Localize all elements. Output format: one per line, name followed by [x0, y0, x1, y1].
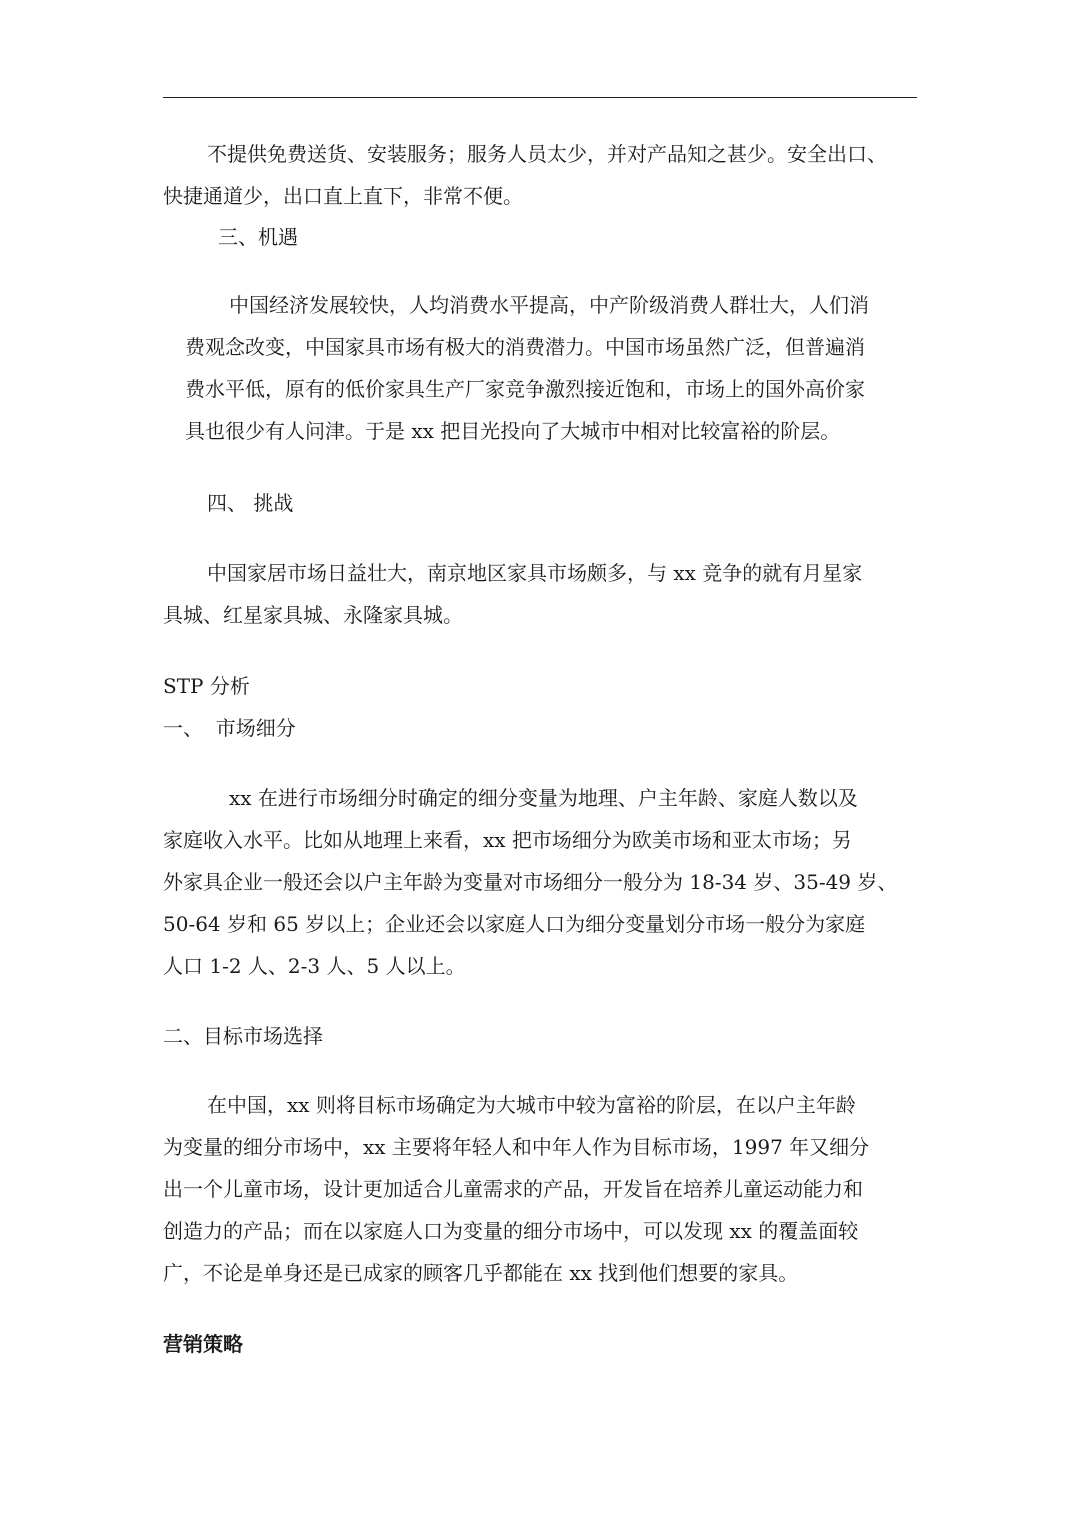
paragraph-target-market [163, 1084, 869, 1294]
paragraph-segmentation [163, 777, 897, 987]
paragraph-challenge [163, 552, 862, 636]
text-line: 中国经济发展较快，人均消费水平提高，中产阶级消费人群壮大，人们消 [229, 293, 869, 317]
header-rule [163, 97, 917, 98]
heading-opportunity: 三、机遇 [218, 225, 298, 249]
text-line: 在中国，xx 则将目标市场确定为大城市中较为富裕的阶层，在以户主年龄 [207, 1093, 856, 1117]
heading-challenge: 四、 挑战 [207, 491, 294, 515]
paragraph-service-weakness [163, 133, 887, 217]
text-line: 为变量的细分市场中，xx 主要将年轻人和中年人作为目标市场，1997 年又细分 [163, 1135, 870, 1159]
text-line: 人口 1-2 人、2-3 人、5 人以上。 [163, 954, 466, 978]
text-line: xx 在进行市场细分时确定的细分变量为地理、户主年龄、家庭人数以及 [229, 786, 858, 810]
text-line: 外家具企业一般还会以户主年龄为变量对市场细分一般分为 18-34 岁、35-49 岁、 [163, 870, 898, 894]
text-line: 50-64 岁和 65 岁以上；企业还会以家庭人口为细分变量划分市场一般分为家庭 [163, 912, 866, 936]
text-line: 快捷通道少，出口直上直下，非常不便。 [163, 184, 523, 208]
text-line: 具城、红星家具城、永隆家具城。 [163, 603, 463, 627]
text-line: 中国家居市场日益壮大，南京地区家具市场颇多，与 xx 竞争的就有月星家 [207, 561, 863, 585]
text-line: 创造力的产品；而在以家庭人口为变量的细分市场中，可以发现 xx 的覆盖面较 [163, 1219, 859, 1243]
heading-marketing-strategy: 营销策略 [163, 1332, 243, 1356]
text-line: 具也很少有人问津。于是 xx 把目光投向了大城市中相对比较富裕的阶层。 [185, 419, 841, 443]
paragraph-opportunity [185, 284, 869, 452]
heading-target-market: 二、目标市场选择 [163, 1024, 323, 1048]
text-line: 不提供免费送货、安装服务；服务人员太少，并对产品知之甚少。安全出口、 [207, 142, 887, 166]
heading-market-segmentation: 一、 市场细分 [163, 716, 296, 740]
text-line: 家庭收入水平。比如从地理上来看，xx 把市场细分为欧美市场和亚太市场；另 [163, 828, 852, 852]
heading-stp-analysis: STP 分析 [163, 674, 250, 698]
text-line: 费观念改变，中国家具市场有极大的消费潜力。中国市场虽然广泛，但普遍消 [185, 335, 865, 359]
text-line: 费水平低，原有的低价家具生产厂家竞争激烈接近饱和，市场上的国外高价家 [185, 377, 865, 401]
text-line: 出一个儿童市场，设计更加适合儿童需求的产品，开发旨在培养儿童运动能力和 [163, 1177, 863, 1201]
text-line: 广，不论是单身还是已成家的顾客几乎都能在 xx 找到他们想要的家具。 [163, 1261, 799, 1285]
